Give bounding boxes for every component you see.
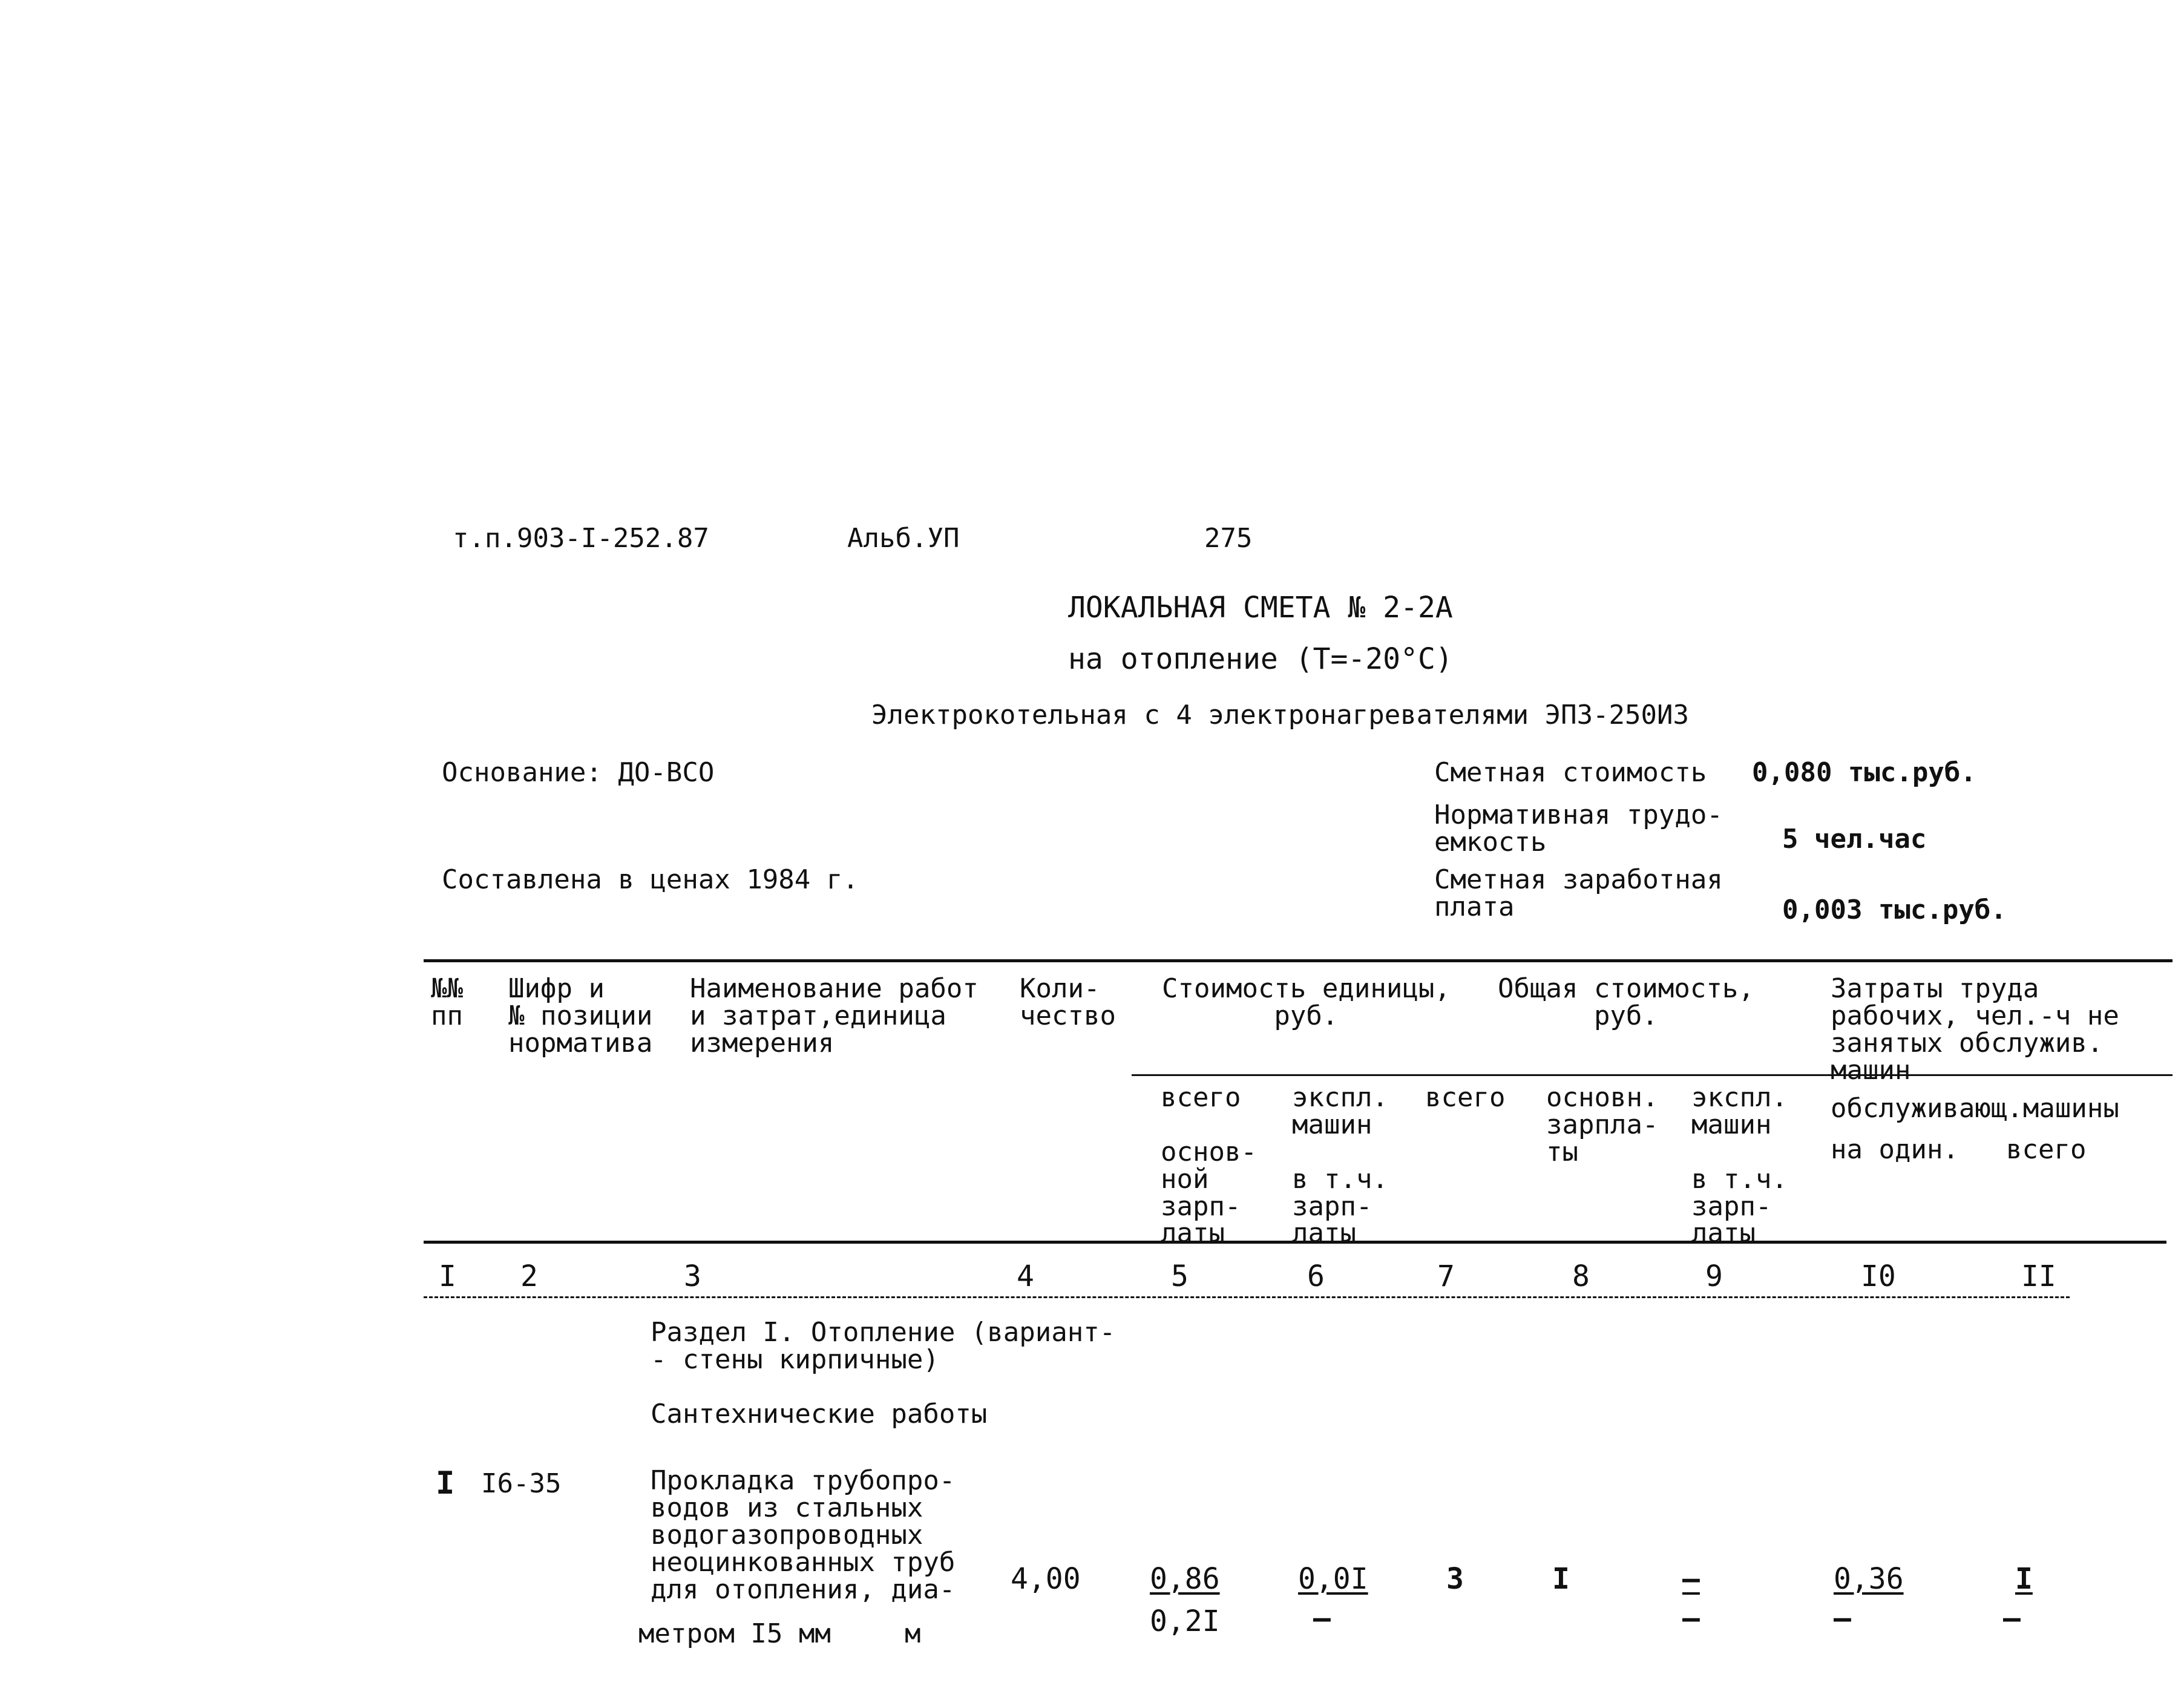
labor-intensity-label: Нормативная трудо- емкость: [1434, 799, 1723, 858]
row-unit-machines: 0,0I: [1298, 1562, 1368, 1596]
row-quantity: 4,00: [1011, 1562, 1081, 1596]
album-number: Альб.УП: [847, 523, 960, 554]
colnum-7: 7: [1437, 1259, 1455, 1293]
page-number: 275: [1204, 523, 1253, 554]
document-object: Электрокотельная с 4 электронагревателями ЭПЗ-250ИЗ: [871, 700, 1690, 730]
col-header-unit-cost: Стоимость единицы, руб.: [1162, 973, 1451, 1031]
row-labor-total: I: [2015, 1562, 2033, 1596]
col-header-labor: Затраты труда рабочих, чел.-ч не занятых обслужив. машин: [1831, 973, 2119, 1086]
wage-label: Сметная заработная плата: [1434, 864, 1723, 922]
row-code: I6-35: [481, 1468, 562, 1499]
row-description: Прокладка трубопро- водов из стальных водогазопроводных неоцинкованных труб для отопления, диа-: [651, 1465, 956, 1605]
col-header-6: экспл. машин в т.ч. зарп- латы: [1292, 1082, 1388, 1249]
col-header-5: всего основ- ной зарп- латы: [1161, 1082, 1257, 1249]
row-labor-unit: 0,36: [1834, 1562, 1904, 1596]
document-title: ЛОКАЛЬНАЯ СМЕТА № 2-2А: [1068, 591, 1453, 625]
row-unit-wage: 0,2I: [1150, 1604, 1220, 1638]
table-top-rule: [424, 959, 2173, 962]
colnum-3: 3: [684, 1259, 701, 1293]
row-description-end: метром I5 мм: [638, 1618, 831, 1649]
compiled-prices-text: Составлена в ценах 1984 г.: [442, 864, 859, 895]
colnum-5: 5: [1171, 1259, 1189, 1293]
document-subtitle: на отопление (Т=-20°С): [1068, 642, 1453, 676]
row-total-wage: I: [1552, 1562, 1570, 1596]
colnum-2: 2: [520, 1259, 538, 1293]
col-header-8: основн. зарпла- ты: [1546, 1082, 1659, 1167]
col-header-number: №№ пп: [431, 973, 463, 1031]
basis-text: Основание: ДО-ВСО: [442, 757, 715, 788]
project-code: т.п.903-I-252.87: [453, 523, 709, 554]
col-header-quantity: Коли- чество: [1020, 973, 1116, 1031]
colnum-dashed-rule: [424, 1296, 2070, 1298]
row-labor-unit-sub: –: [1834, 1601, 1851, 1635]
subsection-title: Сантехнические работы: [651, 1399, 988, 1429]
row-total-machines: –: [1682, 1562, 1700, 1596]
col-header-total-cost: Общая стоимость, руб.: [1498, 973, 1754, 1031]
colnum-6: 6: [1307, 1259, 1325, 1293]
row-total: 3: [1446, 1562, 1464, 1596]
col-header-10: на один.: [1831, 1134, 1959, 1165]
col-header-7: всего: [1425, 1082, 1506, 1113]
wage-value: 0,003 тыс.руб.: [1782, 894, 2007, 925]
colnum-8: 8: [1572, 1259, 1590, 1293]
row-number: I: [436, 1465, 455, 1501]
row-unit-machines-wage: –: [1313, 1601, 1331, 1635]
estimated-cost-value: 0,080 тыс.руб.: [1752, 757, 1976, 788]
col-header-code: Шифр и № позиции норматива: [508, 973, 653, 1058]
colnum-1: I: [439, 1259, 456, 1293]
row-labor-total-sub: –: [2003, 1601, 2021, 1635]
colnum-11: II: [2021, 1259, 2056, 1293]
colnum-4: 4: [1017, 1259, 1034, 1293]
colnum-10: I0: [1861, 1259, 1896, 1293]
row-unit: м: [905, 1618, 921, 1649]
estimated-cost-label: Сметная стоимость: [1434, 757, 1707, 788]
col-header-11: всего: [2006, 1134, 2087, 1165]
col-header-description: Наименование работ и затрат,единица измерения: [690, 973, 979, 1058]
colnum-9: 9: [1705, 1259, 1723, 1293]
labor-intensity-value: 5 чел.час: [1782, 824, 1927, 855]
section-title: Раздел I. Отопление (вариант- - стены кирпичные): [651, 1317, 1116, 1375]
col-header-labor-sub: обслуживающ.машины: [1831, 1093, 2119, 1124]
col-header-9: экспл. машин в т.ч. зарп- латы: [1691, 1082, 1788, 1249]
row-total-machines-wage: –: [1682, 1601, 1700, 1635]
row-unit-total: 0,86: [1150, 1562, 1220, 1596]
